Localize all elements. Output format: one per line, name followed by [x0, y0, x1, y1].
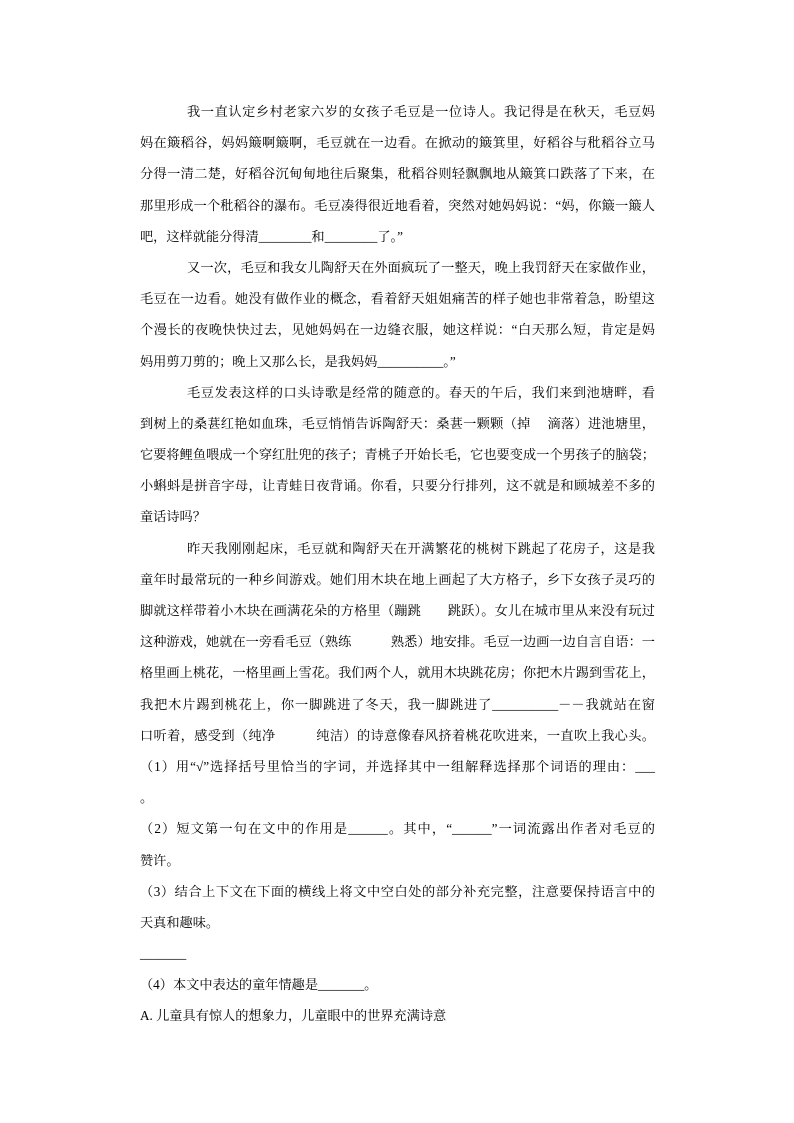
passage-line: 毛豆在一边看。她没有做作业的概念，看着舒天姐姐痛苦的样子她也非常着急，盼望这	[140, 291, 655, 307]
passage-line: 那里形成一个秕稻谷的瀑布。毛豆凑得很近地看着，突然对她妈妈说：“妈，你簸一簸人	[140, 197, 655, 213]
passage-line: 童话诗吗？	[140, 509, 206, 525]
passage-line: 口听着，感受到（纯净 纯洁）的诗意像春风挤着桃花吹进来，一直吹上我心头。	[140, 727, 655, 743]
passage-paragraph-1	[140, 96, 655, 252]
question-line: 赞许。	[140, 852, 180, 868]
question-line: 。	[140, 790, 154, 806]
passage-line: 它要将鲤鱼喂成一个穿红肚兜的孩子；青桃子开始长毛，它也要变成一个男孩子的脑袋；	[140, 447, 655, 463]
answer-blank-line: _______	[140, 946, 187, 962]
passage-line: 童年时最常玩的一种乡间游戏。她们用木块在地上画起了大方格子，乡下女孩子灵巧的	[140, 571, 655, 587]
passage-paragraph-2	[140, 252, 655, 377]
passage-line: 脚就这样带着小木块在画满花朵的方格里（蹦跳 跳跃）。女儿在城市里从来没有玩过	[140, 603, 655, 618]
passage-line: 这种游戏，她就在一旁看毛豆（熟练 熟悉）地安排。毛豆一边画一边自言自语：一	[140, 634, 655, 650]
question-line: （2）短文第一句在文中的作用是______。其中，“______”一词流露出作者对毛豆的	[140, 821, 655, 837]
passage-line: 到树上的桑葚红艳如血珠，毛豆悄悄告诉陶舒天：桑葚一颗颗（掉 滴落）进池塘里，	[140, 415, 655, 431]
question-2	[140, 813, 655, 875]
passage-paragraph-4	[140, 533, 655, 751]
passage-line: 分得一清二楚，好稻谷沉甸甸地往后聚集，秕稻谷则轻飘飘地从簸箕口跌落了下来，在	[140, 166, 655, 182]
document-body	[140, 96, 655, 1032]
passage-line: 小蝌蚪是拼音字母，让青蛙日夜背诵。你看，只要分行排列，这不就是和顾城差不多的	[140, 478, 655, 494]
passage-line: 妈用剪刀剪的；晚上又那么长，是我妈妈__________。”	[140, 353, 456, 369]
passage-line: 格里画上桃花，一格里画上雪花。我们两个人，就用木块跳花房；你把木片踢到雪花上，	[140, 665, 655, 681]
passage-line: 又一次，毛豆和我女儿陶舒天在外面疯玩了一整天，晚上我罚舒天在家做作业，	[187, 259, 655, 275]
passage-line: 吧，这样就能分得清________和________了。”	[140, 228, 404, 244]
question-4	[140, 969, 655, 1031]
passage-line: 我把木片踢到桃花上，你一脚跳进了冬天，我一脚跳进了__________－－我就站在窗	[140, 696, 655, 712]
passage-line: 我一直认定乡村老家六岁的女孩子毛豆是一位诗人。我记得是在秋天，毛豆妈	[187, 104, 655, 119]
passage-line: 毛豆发表这样的口头诗歌是经常的随意的。春天的午后，我们来到池塘畔，看	[187, 384, 655, 400]
passage-line: 个漫长的夜晚快快过去，见她妈妈在一边缝衣服，她这样说：“白天那么短，肯定是妈	[140, 322, 655, 338]
question-line: 天真和趣味。	[140, 914, 220, 930]
question-line: （1）用“√”选择括号里恰当的字词，并选择其中一组解释选择那个词语的理由：___	[140, 758, 655, 774]
passage-paragraph-3	[140, 377, 655, 533]
answer-option-a: A. 儿童具有惊人的想象力，儿童眼中的世界充满诗意	[140, 1008, 447, 1024]
question-1	[140, 751, 655, 813]
question-3	[140, 876, 655, 970]
question-line: （4）本文中表达的童年情趣是_______。	[140, 977, 378, 993]
passage-line: 妈在簸稻谷，妈妈簸啊簸啊，毛豆就在一边看。在掀动的簸箕里，好稻谷与秕稻谷立马	[140, 135, 655, 151]
passage-line: 昨天我刚刚起床，毛豆就和陶舒天在开满繁花的桃树下跳起了花房子，这是我	[187, 540, 655, 556]
question-line: （3）结合上下文在下面的横线上将文中空白处的部分补充完整，注意要保持语言中的	[140, 883, 655, 899]
